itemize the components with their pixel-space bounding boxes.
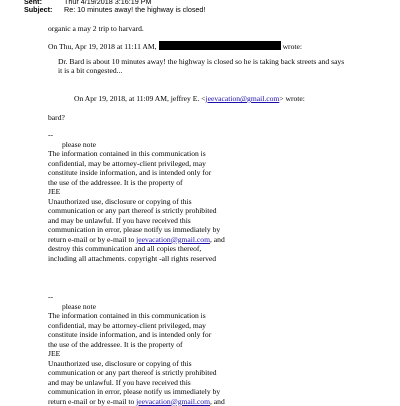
reply-line: organic a may 2 trip to harvard. xyxy=(48,24,144,34)
sig1-line: the use of the addressee. It is the property of xyxy=(48,178,225,188)
quote2-text: bard? xyxy=(48,113,65,123)
quote1-line2: it is a bit congested... xyxy=(58,66,122,76)
sig1-line: including all attachments. copyright -all rights reserved xyxy=(48,254,225,264)
quote2-email-link[interactable]: jeevacation@gmail.com xyxy=(205,94,279,103)
sent-label: Sent: xyxy=(24,0,64,6)
quote2-suffix: > wrote: xyxy=(279,94,305,103)
sig1-please-note: please note xyxy=(48,140,225,150)
sig1-line: The information contained in this communication is xyxy=(48,149,225,159)
sig2-line: and may be unlawful. If you have received this xyxy=(48,378,225,388)
sig1-line: communication or any part thereof is strictly prohibited xyxy=(48,206,225,216)
sig2-email-link[interactable]: jeevacation@gmail.com xyxy=(136,397,210,406)
sig1-line: Unauthorized use, disclosure or copying of this xyxy=(48,197,225,207)
sig1-line: communication in error, please notify us immediately by xyxy=(48,225,225,235)
sig2-email-line xyxy=(48,397,225,406)
sig1-email-suffix: , and xyxy=(210,235,225,244)
sig2-line: communication or any part thereof is strictly prohibited xyxy=(48,368,225,378)
redaction-box xyxy=(159,41,281,50)
sig2-line: confidential, may be attorney-client privileged, may xyxy=(48,321,225,331)
quote1-header xyxy=(48,41,302,52)
subject-label: Subject: xyxy=(24,6,64,14)
sig2-line: communication in error, please notify us immediately by xyxy=(48,387,225,397)
quote1-prefix: On Thu, Apr 19, 2018 at 11:11 AM, xyxy=(48,42,157,51)
sig2-please-note: please note xyxy=(48,302,225,312)
quote1-suffix: wrote: xyxy=(283,42,302,51)
sig2-line: The information contained in this communication is xyxy=(48,311,225,321)
sig1-email-link[interactable]: jeevacation@gmail.com xyxy=(136,235,210,244)
subject-value: Re: 10 minutes away! the highway is closed! xyxy=(64,5,205,14)
sig2-email-prefix: return e-mail or by e-mail to xyxy=(48,397,136,406)
signature-block-2 xyxy=(48,292,225,406)
sig1-line: and may be unlawful. If you have received this xyxy=(48,216,225,226)
sig1-line: destroy this communication and all copies thereof, xyxy=(48,244,225,254)
sig2-line: constitute inside information, and is intended only for xyxy=(48,330,225,340)
sig1-email-prefix: return e-mail or by e-mail to xyxy=(48,235,136,244)
sig2-line: JEE xyxy=(48,349,225,359)
quote2-header xyxy=(74,94,305,104)
sig2-dashes: -- xyxy=(48,292,225,302)
sent-value: Thur 4/19/2018 3:16:19 PM xyxy=(64,0,152,6)
sig2-email-suffix: , and xyxy=(210,397,225,406)
sig1-line: confidential, may be attorney-client privileged, may xyxy=(48,159,225,169)
quote1-line1: Dr. Bard is about 10 minutes away! the highway is closed so he is taking back streets and says xyxy=(58,57,344,67)
sig1-dashes: -- xyxy=(48,130,225,140)
signature-block-1 xyxy=(48,130,225,263)
sig1-line: JEE xyxy=(48,187,225,197)
sig1-line: constitute inside information, and is intended only for xyxy=(48,168,225,178)
sig1-email-line xyxy=(48,235,225,245)
quote2-prefix: On Apr 19, 2018, at 11:09 AM, jeffrey E. < xyxy=(74,94,205,103)
subject-row xyxy=(24,6,205,14)
sig2-line: Unauthorized use, disclosure or copying of this xyxy=(48,359,225,369)
sig2-line: the use of the addressee. It is the property of xyxy=(48,340,225,350)
